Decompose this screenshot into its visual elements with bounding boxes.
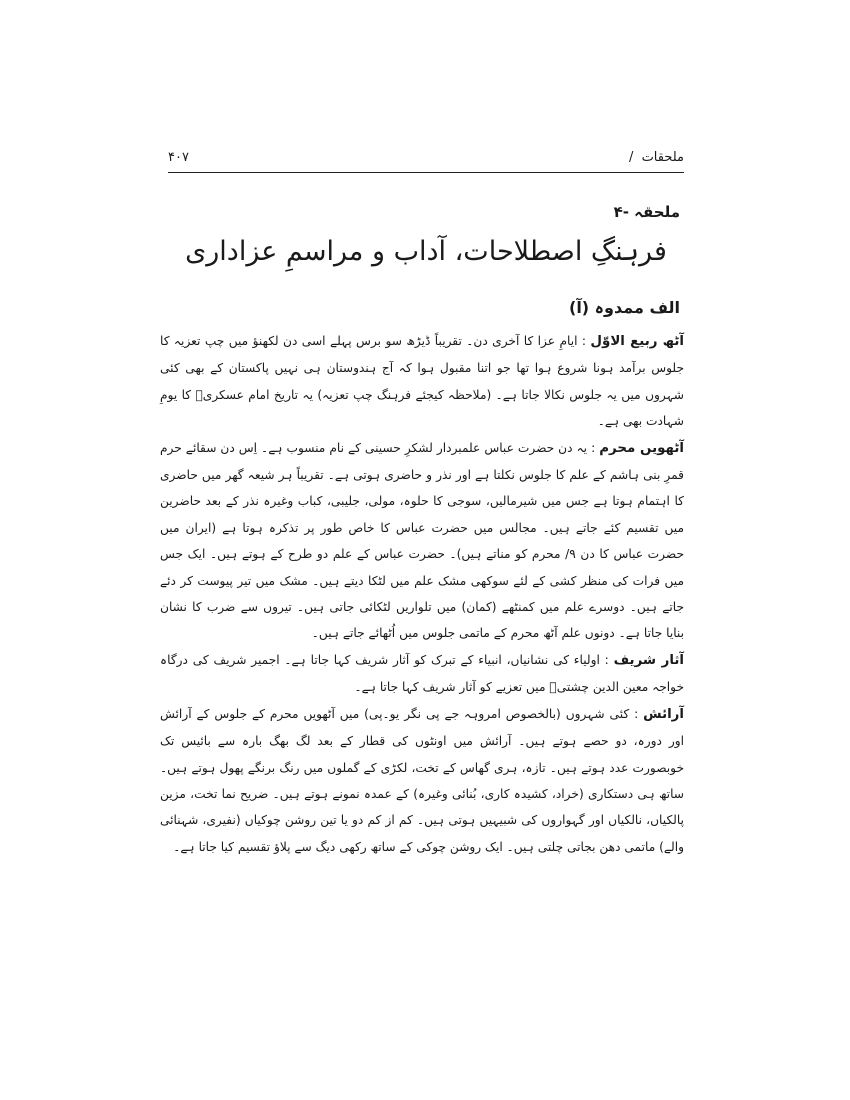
glossary-entry <box>160 435 684 647</box>
appendix-label: ملحقہ -۴ <box>613 203 680 221</box>
entry-term: آثار شریف <box>613 652 685 668</box>
glossary-entry <box>160 647 684 701</box>
page-title: فرہنگِ اصطلاحات، آداب و مراسمِ عزاداری <box>185 236 667 267</box>
page-number: ۴۰۷ <box>168 150 189 165</box>
entry-text: : ایامِ عزا کا آخری دن۔ تقریباً ڈیڑھ سو برس پہلے اسی دن لکھنؤ میں چپ تعزیہ کا جلوس برآمد ہونا شروع ہوا تھا جو اتنا مقبول ہوا کہ آج ہندوستان ہی نہیں پاکستان کے بھی کئی شہروں میں یہ جلوس نکالا جاتا ہے۔ (ملاحظہ کیجئے فرہنگ چپ تعزیہ) یہ تاریخ امام عسکریؑ کا یومِ شہادت بھی ہے۔ <box>160 334 684 429</box>
running-header-title <box>625 150 684 165</box>
entry-text: : یہ دن حضرت عباس علمبردار لشکرِ حسینی کے نام منسوب ہے۔ اِس دن سقائے حرم قمرِ بنی ہاشم کے علم کا جلوس نکلتا ہے اور نذر و حاضری ہوتی ہے۔ تقریباً ہر شیعہ گھر میں حاضری کا اہتمام ہوتا ہے جس میں شیرمالیں، سوجی کا حلوہ، مولی، جلیبی، کباب وغیرہ نذر کے بعد حاضرین میں تقسیم کئے جاتے ہیں۔ مجالس میں حضرت عباس کا خاص طور پر تذکرہ ہوتا ہے (ایران میں حضرت عباس کا دن ۹/ محرم کو مناتے ہیں)۔ حضرت عباس کے علم دو طرح کے ہوتے ہیں۔ ایک جس میں فرات کی منظر کشی کے لئے سوکھی مشک علم میں لٹکا دیتے ہیں۔ مشک میں تیر پیوست کر دئے جاتے ہیں۔ دوسرے علم میں کمنٹھے (کمان) میں تلواریں لٹکائی جاتی ہیں۔ تیروں سے ضرب کا نشان بنایا جاتا ہے۔ دونوں علم آٹھ محرم کے ماتمی جلوس میں اُٹھائے جاتے ہیں۔ <box>160 440 684 641</box>
glossary-entry <box>160 328 684 435</box>
entry-term: آرائش <box>643 706 684 722</box>
glossary-entry <box>160 701 684 860</box>
entry-term: آٹھ ربیع الاوّل <box>590 334 685 349</box>
header-separator: / <box>629 150 634 165</box>
header-rule <box>168 172 684 173</box>
running-header <box>168 148 684 170</box>
section-heading: الف ممدوہ (آ) <box>569 298 680 317</box>
header-section-title: ملحقات <box>641 150 684 165</box>
entry-text: : اولیاء کی نشانیاں، انبیاء کے تبرک کو آثار شریف کہا جاتا ہے۔ اجمیر شریف کی درگاہ خواجہ معین الدین چشتیؒ میں تعزیے کو آثار شریف کہا جاتا ہے۔ <box>160 652 684 695</box>
glossary-entries <box>160 328 684 860</box>
entry-text: : کئی شہروں (بالخصوص امروہہ جے پی نگر یو۔پی) میں آٹھویں محرم کے جلوس کے آرائش اور دورہ، دو حصے ہوتے ہیں۔ آرائش میں اونٹوں کی قطار کے بعد لگ بھگ بارہ سے بائیس تک خوبصورت عدد ہوتے ہیں۔ تازہ، ہری گھاس کے تخت، لکڑی کے گملوں میں رنگ برنگے پھول ہوتے ہیں۔ ساتھ ہی دستکاری (خراد، کشیدہ کاری، بُنائی وغیرہ) کے عمدہ نمونے ہوتے ہیں۔ ضریح نما تخت، مزین پالکیاں، نالکیاں اور گہواروں کی شبیہیں ہوتی ہیں۔ کم از کم دو یا تین روشن چوکیاں (نفیری، شہنائی والے) ماتمی دھن بجاتی چلتی ہیں۔ ایک روشن چوکی کے ساتھ رکھی دیگ سے پلاؤ تقسیم کیا جاتا ہے۔ <box>160 706 684 854</box>
entry-term: آٹھویں محرم <box>599 440 684 456</box>
